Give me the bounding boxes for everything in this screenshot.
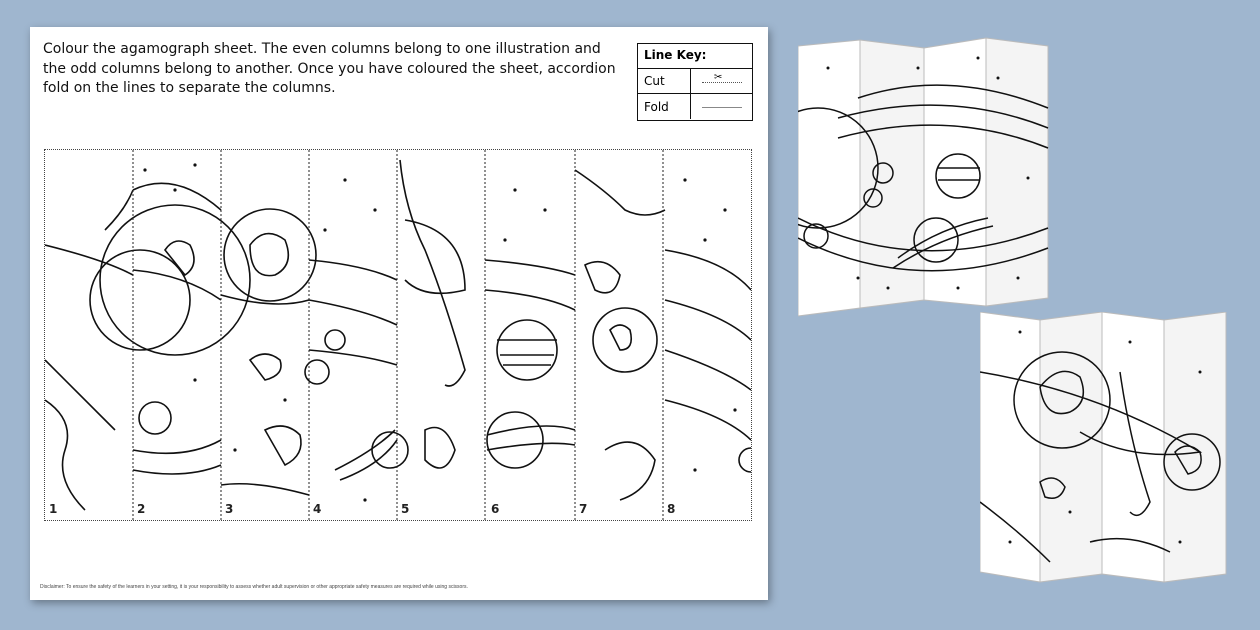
scissors-icon: ✂ — [714, 72, 723, 83]
column-number-1: 1 — [49, 502, 58, 516]
column-number-4: 4 — [313, 502, 322, 516]
folded-preview-solar-system — [798, 28, 1050, 318]
line-key-cut-label: Cut — [644, 74, 665, 88]
column-number-7: 7 — [579, 502, 588, 516]
line-key-fold-label: Fold — [644, 99, 669, 114]
column-number-2: 2 — [137, 502, 146, 516]
worksheet-sheet — [30, 27, 768, 600]
solar-system-preview — [798, 28, 1050, 318]
column-number-5: 5 — [401, 502, 410, 516]
column-number-6: 6 — [491, 502, 500, 516]
line-key-title: Line Key: — [638, 44, 752, 69]
folded-preview-earth — [980, 312, 1230, 602]
space-illustration — [45, 150, 751, 520]
disclaimer-text: Disclaimer: To ensure the safety of the learners in your setting, it is your responsibility to assess whether adult supervision or other appropriate safety measures are required while using scissors. — [40, 584, 468, 590]
agamograph-columns — [44, 149, 752, 521]
fold-lines — [133, 150, 663, 520]
instructions-text: Colour the agamograph sheet. The even columns belong to one illustration and the odd columns belong to another. Once you have coloured the sheet, accordion fold on the lines to separate the columns. — [43, 41, 616, 96]
column-number-8: 8 — [667, 502, 676, 516]
line-key — [637, 43, 753, 121]
earth-preview — [980, 312, 1230, 602]
line-key-fold-row — [638, 94, 752, 119]
line-key-cut-row — [638, 69, 752, 94]
column-number-3: 3 — [225, 502, 234, 516]
fold-line-sample — [702, 107, 742, 108]
